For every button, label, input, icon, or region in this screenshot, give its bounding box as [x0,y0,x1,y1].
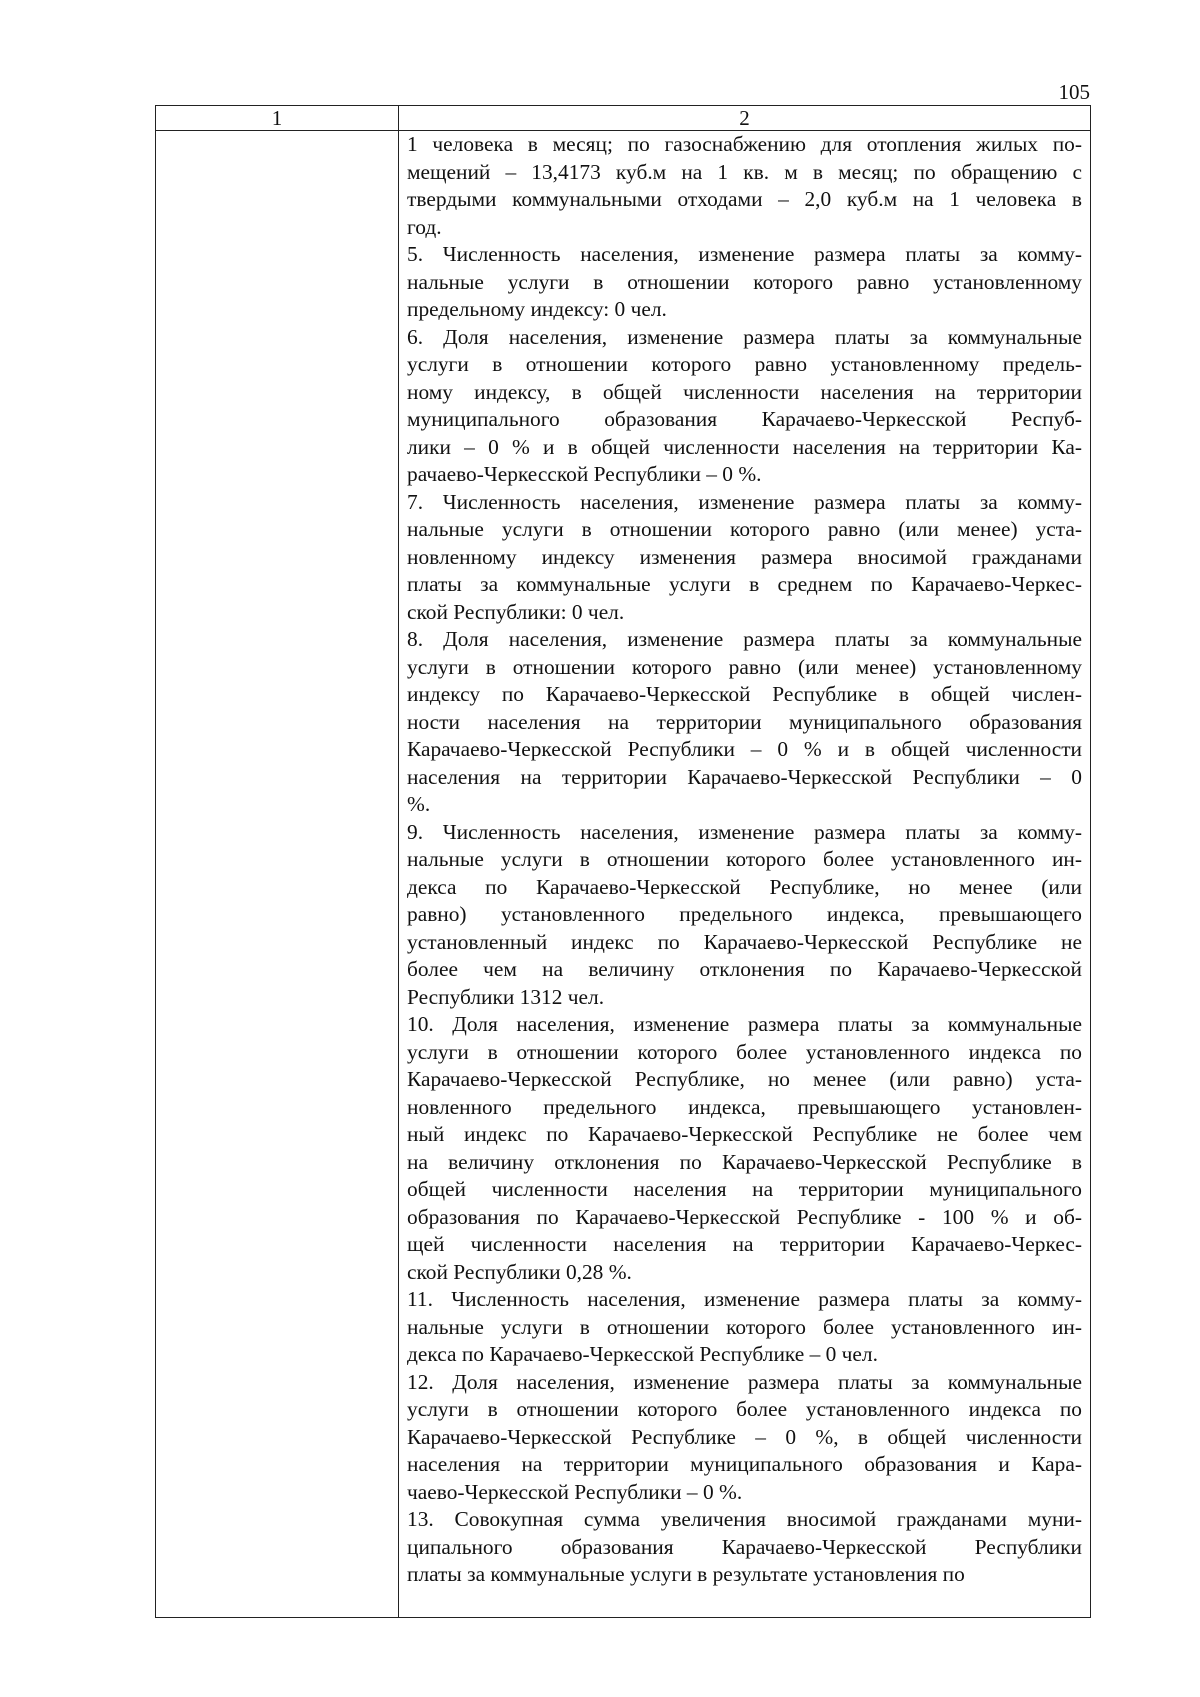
text-line: услуги в отношении которого равно установленному предель- [407,352,1082,376]
text-line: 9. Численность населения, изменение размера платы за комму- [407,819,1082,844]
text-line: ному индексу, в общей численности населения на территории [407,379,1082,404]
column-1-cell [156,131,399,1618]
text-line: нальные услуги в отношении которого равно установленному [407,269,1082,294]
text-line: год. [407,214,442,239]
text-line: 7. Численность населения, изменение размера платы за комму- [407,489,1082,514]
text-line: 6. Доля населения, изменение размера платы за коммунальные [407,324,1082,349]
text-line: нальные услуги в отношении которого более установленного ин- [407,1314,1082,1339]
text-line: чаево-Черкесской Республики – 0 %. [407,1479,743,1504]
text-line: новленному индексу изменения размера вносимой гражданами [407,544,1082,569]
text-line: Карачаево-Черкесской Республики – 0 % и в общей численности [407,737,1082,761]
text-line: Карачаево-Черкесской Республике – 0 %, в общей численности [407,1424,1082,1449]
text-line: Карачаево-Черкесской Республике, но менее (или равно) уста- [407,1067,1082,1091]
text-line: образования по Карачаево-Черкесской Республике - 100 % и об- [407,1204,1082,1229]
text-line: услуги в отношении которого более установленного индекса по [407,1039,1082,1064]
text-line: предельному индексу: 0 чел. [407,297,667,321]
text-line: на величину отклонения по Карачаево-Черкесской Республике в [407,1149,1082,1174]
text-line: услуги в отношении которого более установленного индекса по [407,1397,1082,1421]
text-line: ципального образования Карачаево-Черкесской Республики [407,1534,1082,1559]
text-line: твердыми коммунальными отходами – 2,0 куб.м на 1 человека в [407,187,1082,211]
text-line: 10. Доля населения, изменение размера платы за коммунальные [407,1012,1082,1036]
text-line: платы за коммунальные услуги в среднем по Карачаево-Черкес- [407,572,1082,596]
text-line: %. [407,792,431,816]
text-line: индексу по Карачаево-Черкесской Республике в общей числен- [407,682,1082,706]
table-row [156,131,1091,1618]
text-line: Республики 1312 чел. [407,984,605,1009]
text-line: равно) установленного предельного индекса, превышающего [407,902,1082,926]
text-line: 8. Доля населения, изменение размера платы за коммунальные [407,627,1082,651]
text-line: платы за коммунальные услуги в результате установления по [407,1562,965,1586]
cell-text [407,131,1082,1589]
text-line: установленный индекс по Карачаево-Черкесской Республике не [407,929,1082,954]
text-line: декса по Карачаево-Черкесской Республике – 0 чел. [407,1342,878,1366]
text-line: новленного предельного индекса, превышающего установлен- [407,1094,1082,1119]
text-line: муниципального образования Карачаево-Черкесской Респуб- [407,407,1082,431]
document-table [155,105,1091,1618]
text-line: ской Республики: 0 чел. [407,599,625,624]
text-line: ской Республики 0,28 %. [407,1259,632,1284]
text-line: 5. Численность населения, изменение размера платы за комму- [407,242,1082,266]
column-1-header: 1 [156,106,399,131]
text-line: услуги в отношении которого равно (или менее) установленному [407,654,1082,679]
text-line: ный индекс по Карачаево-Черкесской Республике не более чем [407,1122,1082,1146]
text-line: нальные услуги в отношении которого равно (или менее) уста- [407,517,1082,541]
text-line: населения на территории Карачаево-Черкесской Республики – 0 [407,764,1082,789]
page-number: 105 [1058,80,1090,104]
text-line: ности населения на территории муниципального образования [407,709,1082,734]
column-2-header: 2 [399,106,1091,131]
text-line: более чем на величину отклонения по Карачаево-Черкесской [407,957,1082,981]
text-line: нальные услуги в отношении которого более установленного ин- [407,847,1082,871]
text-line: 13. Совокупная сумма увеличения вносимой гражданами муни- [407,1507,1082,1531]
text-line: щей численности населения на территории Карачаево-Черкес- [407,1232,1082,1256]
table-header-row [156,106,1091,131]
column-2-cell [399,131,1091,1618]
text-line: мещений – 13,4173 куб.м на 1 кв. м в месяц; по обращению с [407,159,1082,184]
text-line: населения на территории муниципального образования и Кара- [407,1452,1082,1476]
text-line: 12. Доля населения, изменение размера платы за коммунальные [407,1369,1082,1394]
text-line: 11. Численность населения, изменение размера платы за комму- [407,1287,1082,1311]
text-line: 1 человека в месяц; по газоснабжению для отопления жилых по- [407,132,1082,156]
text-line: общей численности населения на территории муниципального [407,1177,1082,1201]
text-line: лики – 0 % и в общей численности населения на территории Ка- [407,434,1082,459]
text-line: рачаево-Черкесской Республики – 0 %. [407,462,762,486]
text-line: декса по Карачаево-Черкесской Республике, но менее (или [407,874,1082,899]
